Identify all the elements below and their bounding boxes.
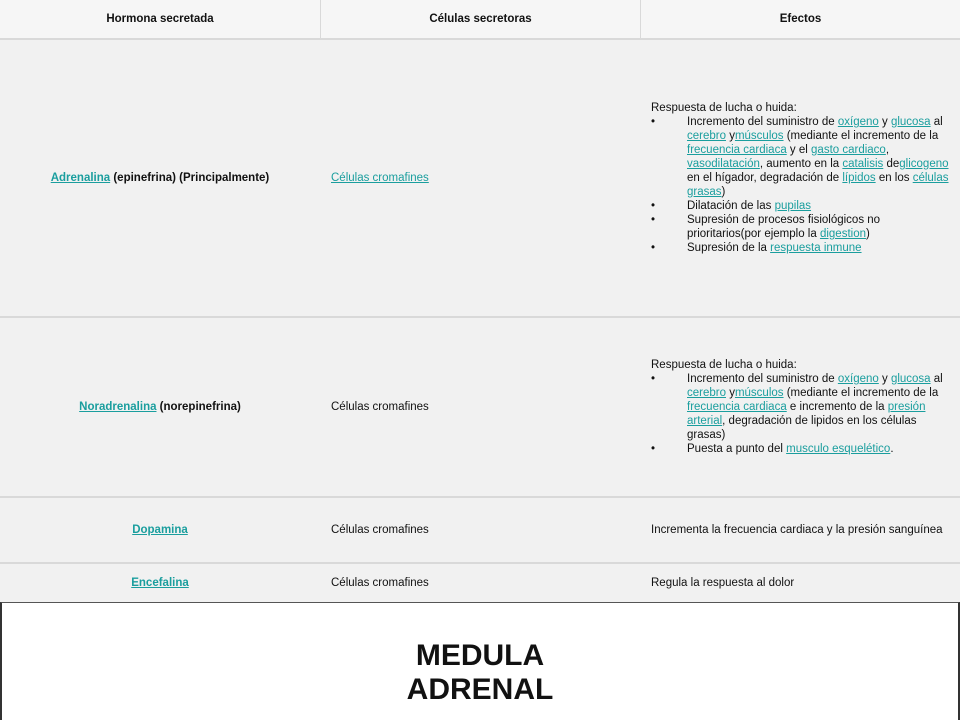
hormone-cell xyxy=(0,318,320,496)
adrenalina-link[interactable]: Adrenalina xyxy=(50,172,111,184)
table-row xyxy=(0,40,960,318)
glicogeno-link[interactable]: glicogeno xyxy=(899,158,949,170)
text: Dilatación de las xyxy=(687,200,775,212)
gasto-cardiaco-link[interactable]: gasto cardiaco xyxy=(811,144,886,156)
lipidos-link[interactable]: lípidos xyxy=(842,172,876,184)
header-hormone: Hormona secretada xyxy=(106,13,214,25)
bullet-glyph: • xyxy=(651,443,656,455)
text: ) xyxy=(721,186,726,198)
cells-cell: Células cromafines xyxy=(331,524,429,536)
celulas-cromafines-link[interactable]: Células cromafines xyxy=(331,172,429,184)
cerebro-link[interactable]: cerebro xyxy=(687,130,726,142)
hormone-cell xyxy=(0,40,320,316)
effects-cell xyxy=(640,40,960,316)
text: en el hígador, degradación de xyxy=(687,172,843,184)
text: (mediante el incremento de la xyxy=(783,130,939,142)
pupilas-link[interactable]: pupilas xyxy=(774,200,812,212)
text: , xyxy=(885,144,890,156)
celulas-grasas-link[interactable]: células grasas xyxy=(687,172,949,198)
hormone-cell xyxy=(0,564,320,602)
effects-cell xyxy=(640,318,960,496)
effects-intro: Respuesta de lucha o huida: xyxy=(651,359,797,371)
digestion-link[interactable]: digestion xyxy=(819,228,866,240)
text: ) xyxy=(866,228,870,240)
list-item xyxy=(651,213,954,241)
text: , aumento en la xyxy=(759,158,843,170)
text: y el xyxy=(786,144,812,156)
cells-cell: Células cromafines xyxy=(331,401,429,413)
list-item xyxy=(651,199,954,213)
respuesta-inmune-link[interactable]: respuesta inmune xyxy=(770,242,862,254)
text: . xyxy=(890,443,894,455)
header-cells: Células secretoras xyxy=(320,0,640,38)
text: y xyxy=(878,373,891,385)
text: en los xyxy=(875,172,913,184)
list-item xyxy=(651,372,954,442)
page-title: MEDULA ADRENAL xyxy=(406,639,554,706)
frecuencia-cardiaca-link[interactable]: frecuencia cardiaca xyxy=(687,401,787,413)
text: y xyxy=(878,116,891,128)
text: , degradación de lipidos en los células grasas) xyxy=(687,415,917,441)
effects-intro: Respuesta de lucha o huida: xyxy=(651,102,797,114)
text: y xyxy=(726,130,735,142)
vasodilatacion-link[interactable]: vasodilatación xyxy=(687,158,760,170)
list-item xyxy=(651,241,954,255)
bullet-glyph: • xyxy=(651,116,656,128)
bullet-glyph: • xyxy=(651,242,656,254)
musculo-esqueletico-link[interactable]: musculo esquelético xyxy=(786,443,891,455)
oxigeno-link[interactable]: oxígeno xyxy=(837,373,879,385)
table-row xyxy=(0,498,960,564)
effect-text: Incrementa la frecuencia cardiaca y la presión sanguínea xyxy=(651,524,943,536)
cerebro-link[interactable]: cerebro xyxy=(687,387,726,399)
title-banner xyxy=(0,602,960,720)
musculos-link[interactable]: músculos xyxy=(734,387,784,399)
bullet-glyph: • xyxy=(651,200,656,212)
text: al xyxy=(930,116,943,128)
text: al xyxy=(930,373,943,385)
glucosa-link[interactable]: glucosa xyxy=(890,373,931,385)
glucosa-link[interactable]: glucosa xyxy=(890,116,931,128)
encefalina-link[interactable]: Encefalina xyxy=(131,577,189,589)
text: y xyxy=(726,387,735,399)
oxigeno-link[interactable]: oxígeno xyxy=(837,116,879,128)
header-effects: Efectos xyxy=(640,0,960,38)
noradrenalina-link[interactable]: Noradrenalina xyxy=(79,401,157,413)
cells-cell xyxy=(320,40,640,316)
list-item xyxy=(651,115,954,199)
effects-cell: Regula la respuesta al dolor xyxy=(651,577,795,589)
presion-arterial-link[interactable]: presión arterial xyxy=(687,401,926,427)
table-row xyxy=(0,564,960,602)
table-header-row xyxy=(0,0,960,40)
hormone-cell xyxy=(0,498,320,562)
musculos-link[interactable]: músculos xyxy=(734,130,784,142)
catalisis-link[interactable]: catalisis xyxy=(842,158,884,170)
dopamina-link[interactable]: Dopamina xyxy=(132,524,188,536)
hormone-detail: (epinefrina) (Principalmente) xyxy=(110,172,270,184)
list-item xyxy=(651,442,954,456)
table-row xyxy=(0,318,960,498)
text: Supresión de la xyxy=(687,242,771,254)
hormone-detail: (norepinefrina) xyxy=(156,401,241,413)
bullet-glyph: • xyxy=(651,214,656,226)
cells-cell: Células cromafines xyxy=(331,577,429,589)
text: e incremento de la xyxy=(786,401,888,413)
text: de xyxy=(883,158,900,170)
text: Supresión de procesos fisiológicos no prioritarios(por ejemplo la xyxy=(687,214,881,240)
text: Incremento del suministro de xyxy=(687,373,838,385)
text: (mediante el incremento de la xyxy=(783,387,939,399)
text: Puesta a punto del xyxy=(687,443,787,455)
frecuencia-cardiaca-link[interactable]: frecuencia cardiaca xyxy=(687,144,787,156)
text: Incremento del suministro de xyxy=(687,116,838,128)
effects-cell xyxy=(640,498,960,562)
bullet-glyph: • xyxy=(651,373,656,385)
